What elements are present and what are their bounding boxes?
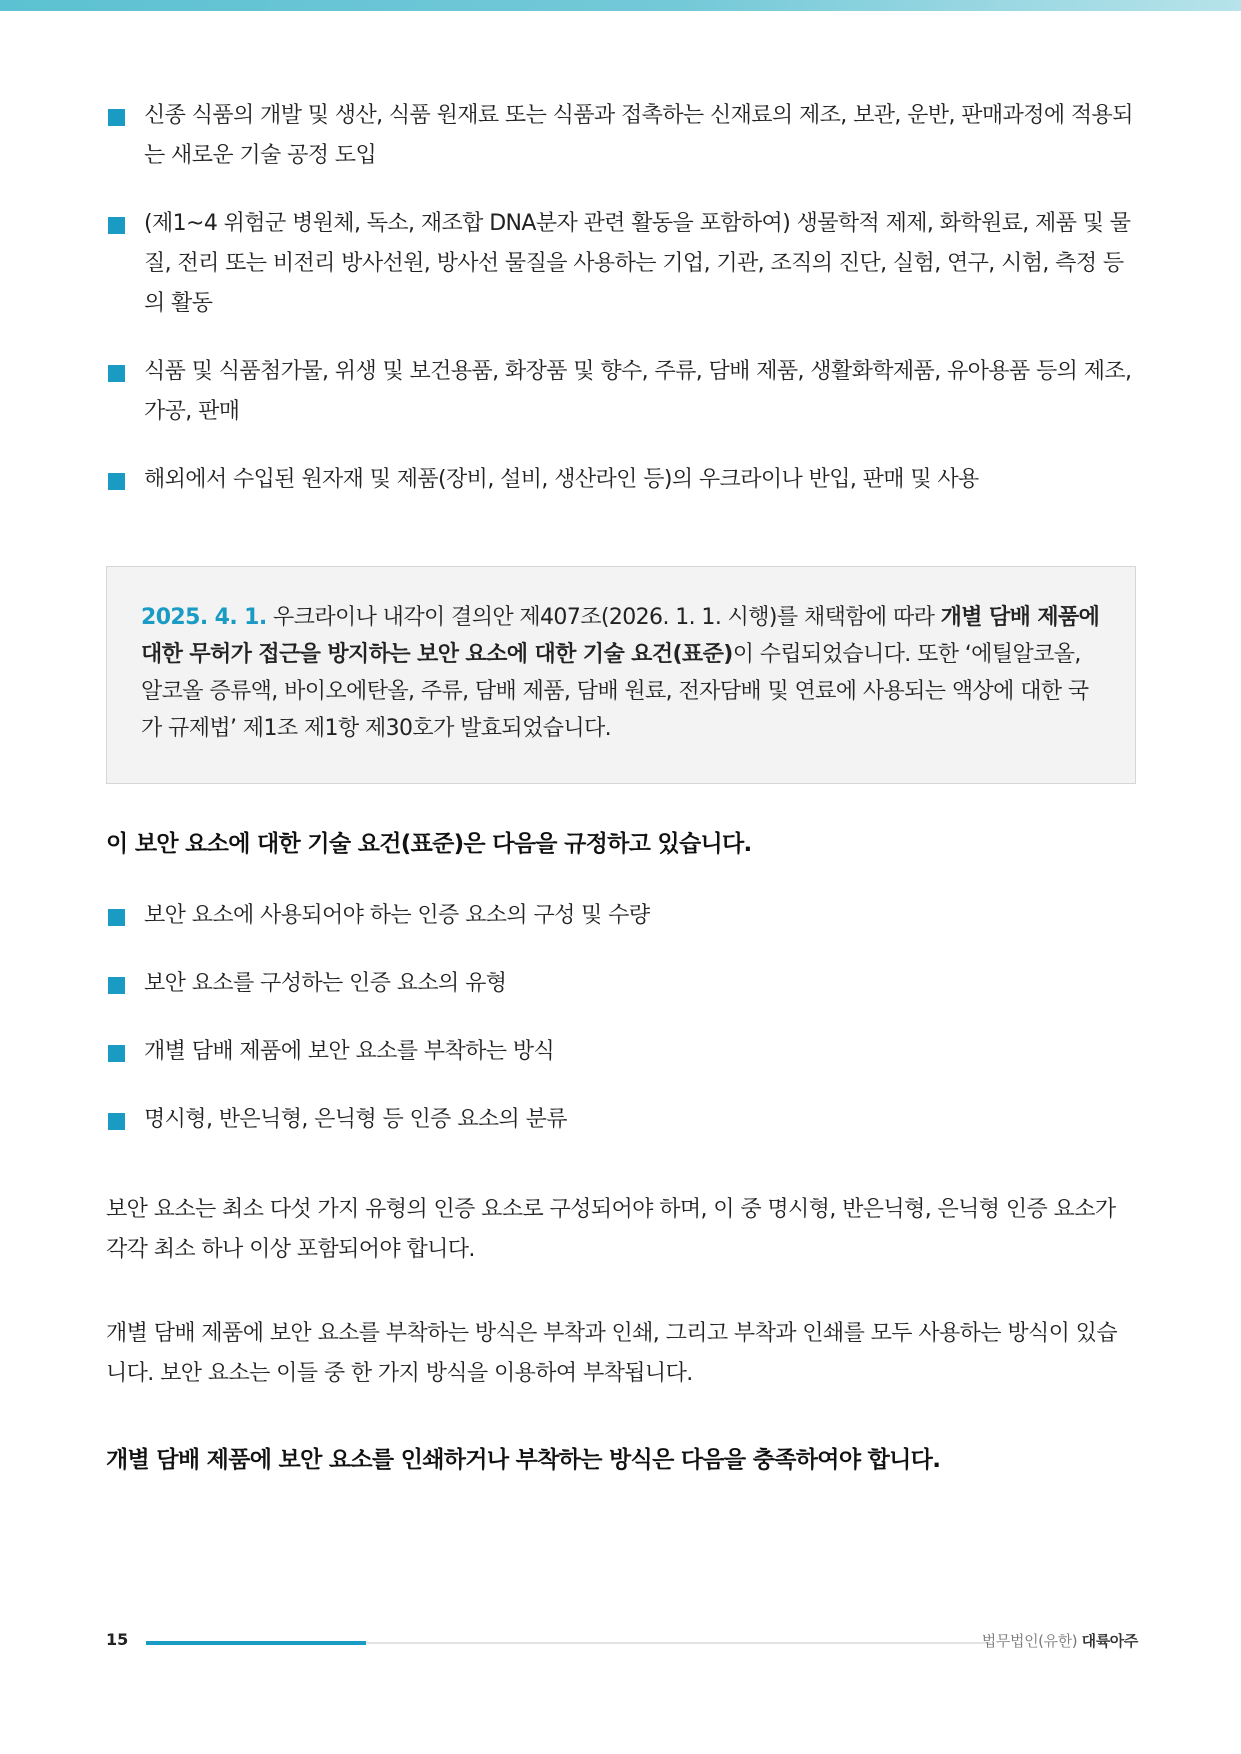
top-accent-bar (0, 0, 1241, 11)
list-item: 신종 식품의 개발 및 생산, 식품 원재료 또는 식품과 접촉하는 신재료의 제조, 보관, 운반, 판매과정에 적용되는 새로운 기술 공정 도입 (106, 96, 1136, 176)
list-item: 명시형, 반은닉형, 은닉형 등 인증 요소의 분류 (106, 1100, 1136, 1140)
list-item: (제1~4 위험군 병원체, 독소, 재조합 DNA분자 관련 활동을 포함하여) 생물학적 제제, 화학원료, 제품 및 물질, 전리 또는 비전리 방사선원, 방사선 물질을 사용하는 기업, 기관, 조직의 진단, 실험, 연구, 시험, 측정 등의 활동 (106, 204, 1136, 324)
list-item: 개별 담배 제품에 보안 요소를 부착하는 방식 (106, 1032, 1136, 1072)
list-item: 해외에서 수입된 원자재 및 제품(장비, 설비, 생산라인 등)의 우크라이나 반입, 판매 및 사용 (106, 460, 1136, 500)
paragraph-composition: 보안 요소는 최소 다섯 가지 유형의 인증 요소로 구성되어야 하며, 이 중 명시형, 반은닉형, 은닉형 인증 요소가 각각 최소 하나 이상 포함되어야 합니다. (106, 1197, 1116, 1262)
paragraph-attachment: 개별 담배 제품에 보안 요소를 부착하는 방식은 부착과 인쇄, 그리고 부착과 인쇄를 모두 사용하는 방식이 있습니다. 보안 요소는 이들 중 한 가지 방식을 이용하여 부착됩니다. (106, 1321, 1117, 1386)
page-footer (106, 1630, 1138, 1654)
notice-box (106, 566, 1136, 784)
footer-progress-bar (146, 1641, 366, 1645)
notice-text-2: 이 수립되었습니다. 또한 ‘에틸알코올, 알코올 증류액, 바이오에탄올, 주류, 담배 제품, 담배 원료, 전자담배 및 연료에 사용되는 액상에 대한 국가 규제법’ 제1조 제1항 제30호가 발효되었습니다. (141, 642, 1089, 741)
footer-brand (982, 1630, 1138, 1651)
brand-prefix: 법무법인(유한) (981, 1632, 1078, 1650)
brand-name: 대륙아주 (1081, 1632, 1138, 1650)
section-heading-attachment-requirements: 개별 담배 제품에 보안 요소를 인쇄하거나 부착하는 방식은 다음을 충족하여야 합니다. (106, 1447, 941, 1473)
list-item: 보안 요소를 구성하는 인증 요소의 유형 (106, 964, 1136, 1004)
notice-date: 2025. 4. 1. (141, 605, 267, 630)
list-item: 보안 요소에 사용되어야 하는 인증 요소의 구성 및 수량 (106, 896, 1136, 936)
requirements-bullet-list (106, 896, 1136, 1140)
page-content (106, 96, 1136, 1478)
section-heading-requirements: 이 보안 요소에 대한 기술 요건(표준)은 다음을 규정하고 있습니다. (106, 831, 752, 857)
list-item: 식품 및 식품첨가물, 위생 및 보건용품, 화장품 및 향수, 주류, 담배 제품, 생활화학제품, 유아용품 등의 제조, 가공, 판매 (106, 352, 1136, 432)
notice-text-1: 우크라이나 내각이 결의안 제407조(2026. 1. 1. 시행)를 채택함에 따라 (266, 605, 941, 630)
footer-divider (146, 1642, 991, 1644)
page-number: 15 (106, 1630, 129, 1649)
intro-bullet-list (106, 96, 1136, 500)
notice-bold-text: 개별 담배 제품에 대한 무허가 접근을 방지하는 보안 요소에 대한 기술 요건(표준) (141, 605, 1100, 667)
